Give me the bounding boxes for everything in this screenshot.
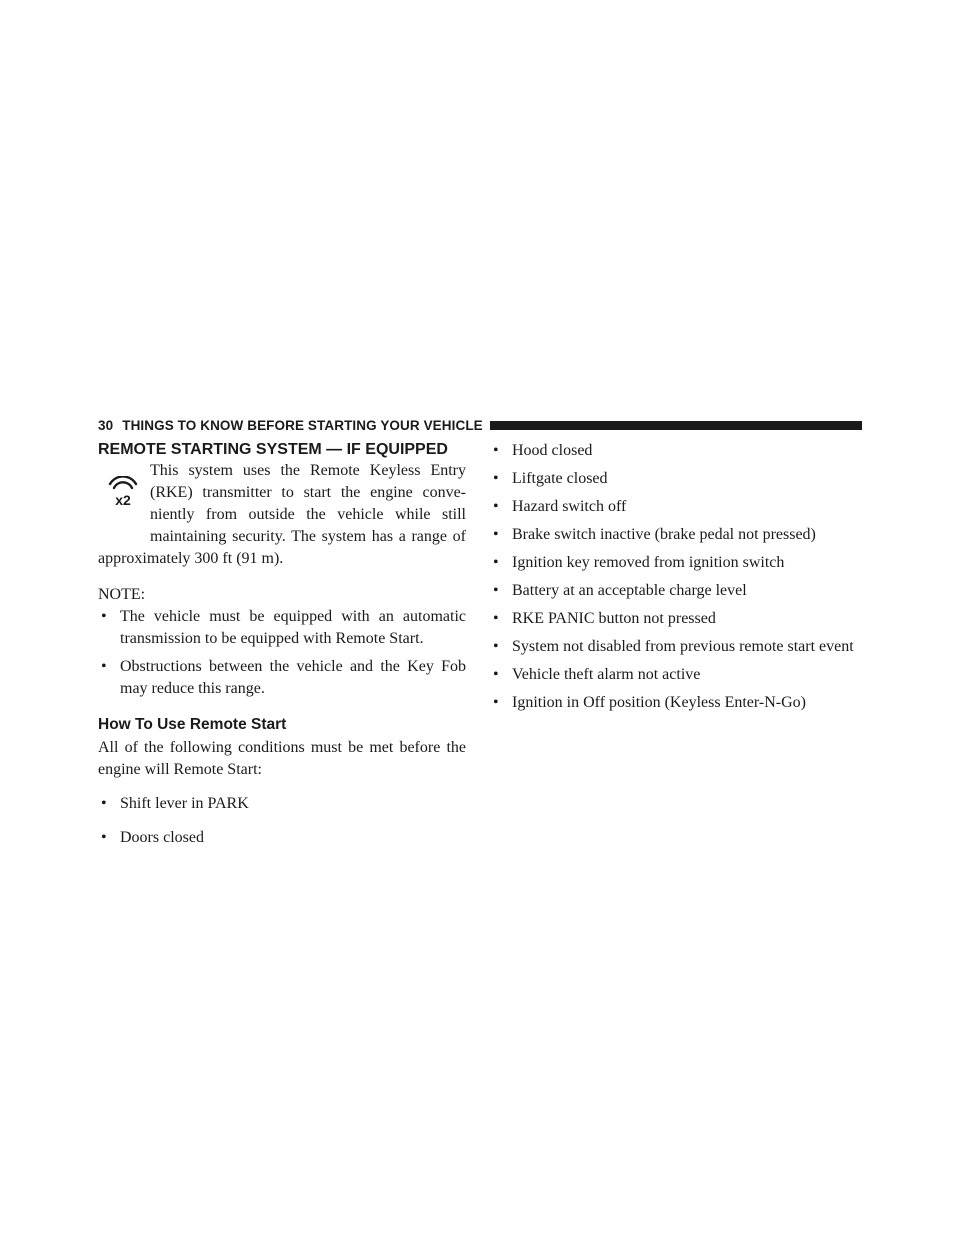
list-item: • Shift lever in PARK (98, 793, 466, 815)
bullet-icon: • (493, 442, 499, 459)
bullet-icon: • (101, 829, 107, 846)
list-item: • Brake switch inactive (brake pedal not pressed) (490, 524, 870, 546)
bullet-icon: • (493, 470, 499, 487)
bullet-icon: • (493, 526, 499, 543)
bullet-icon: • (101, 608, 107, 625)
list-item: • Hood closed (490, 440, 870, 462)
bullet-icon: • (493, 666, 499, 683)
page-header (98, 417, 862, 433)
list-item: • Hazard switch off (490, 496, 870, 518)
list-item: • Doors closed (98, 827, 466, 849)
bullet-icon: • (101, 658, 107, 675)
list-item: • System not disabled from previous remote start event (490, 636, 870, 658)
remote-start-icon (98, 464, 149, 536)
bullet-icon: • (493, 498, 499, 515)
subsection-title: How To Use Remote Start (98, 716, 287, 733)
list-item: • RKE PANIC button not pressed (490, 608, 870, 630)
note-label: NOTE: (98, 586, 146, 603)
right-column (490, 440, 870, 720)
list-item: • Battery at an acceptable charge level (490, 580, 870, 602)
bullet-icon: • (493, 582, 499, 599)
bullet-icon: • (493, 610, 499, 627)
list-item: • Ignition in Off position (Keyless Enter-N-Go) (490, 692, 870, 714)
list-item: • Liftgate closed (490, 468, 870, 490)
chapter-title: THINGS TO KNOW BEFORE STARTING YOUR VEHICLE (122, 417, 483, 433)
bullet-icon: • (493, 638, 499, 655)
note-list (98, 606, 466, 700)
bullet-icon: • (101, 795, 107, 812)
left-column (98, 440, 466, 849)
page-number: 30 (98, 417, 114, 433)
list-item: • Ignition key removed from ignition switch (490, 552, 870, 574)
section-title: REMOTE STARTING SYSTEM — IF EQUIPPED (98, 441, 448, 458)
list-item: • Obstructions between the vehicle and the Key Fob may reduce this range. (101, 658, 466, 697)
conditions-intro: All of the following conditions must be met before the engine will Remote Start: (98, 739, 466, 778)
bullet-icon: • (493, 554, 499, 571)
remote-x2-icon (106, 476, 140, 510)
list-item: • Vehicle theft alarm not active (490, 664, 870, 686)
intro-paragraph: This system uses the Remote Keyless Entry (RKE) transmitter to start the engine conve-niently from outside the vehicle while still maintaining security. The system has a range of approximately 300 ft (91 m). (98, 462, 466, 567)
conditions-list-right (490, 440, 870, 714)
icon-label: x2 (115, 492, 131, 508)
conditions-list-left (98, 793, 466, 849)
bullet-icon: • (493, 694, 499, 711)
header-rule (490, 421, 862, 430)
list-item: • The vehicle must be equipped with an automatic transmission to be equipped with Remote Start. (101, 608, 466, 647)
